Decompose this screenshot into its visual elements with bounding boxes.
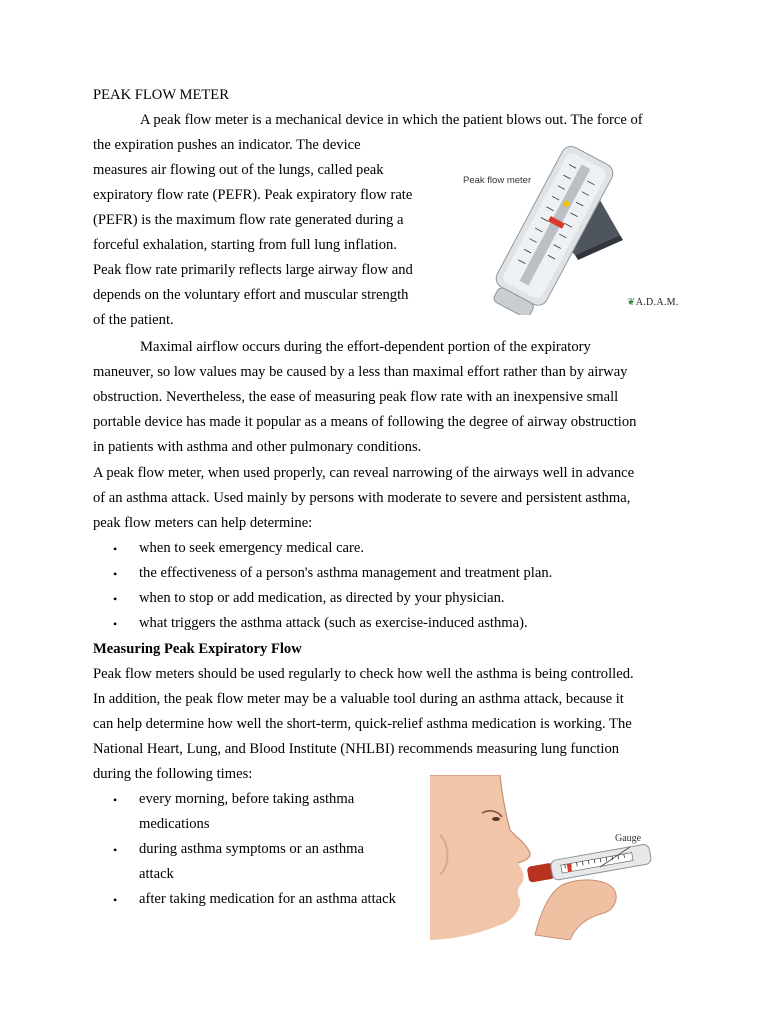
usage-line: of an asthma attack. Used mainly by persons with moderate to severe and persistent asthma, (93, 490, 631, 506)
patient-illustration (430, 775, 660, 940)
bullet-item-continued: medications (139, 816, 210, 832)
maximal-line: in patients with asthma and other pulmonary conditions. (93, 439, 422, 455)
bullet-icon: • (113, 793, 118, 807)
adam-credit (627, 297, 679, 308)
adam-leaf-icon: ❦ (627, 297, 636, 308)
bullet-item: when to stop or add medication, as directed by your physician. (139, 590, 505, 606)
usage-line: peak flow meters can help determine: (93, 515, 313, 531)
intro-line: measures air flowing out of the lungs, called peak (93, 162, 384, 178)
document-title: PEAK FLOW METER (93, 87, 229, 103)
bullet-icon: • (113, 542, 118, 556)
intro-line: forceful exhalation, starting from full lung inflation. (93, 237, 397, 253)
peak-flow-meter-illustration (455, 140, 680, 315)
bullet-item: every morning, before taking asthma (139, 791, 355, 807)
intro-line: (PEFR) is the maximum flow rate generated during a (93, 212, 404, 228)
bullet-item: the effectiveness of a person's asthma management and treatment plan. (139, 565, 553, 581)
gauge-label: Gauge (615, 833, 642, 844)
intro-line: A peak flow meter is a mechanical device in which the patient blows out. The force of (140, 112, 643, 128)
intro-line: depends on the voluntary effort and muscular strength (93, 287, 409, 303)
bullet-item: during asthma symptoms or an asthma (139, 841, 364, 857)
usage-line: A peak flow meter, when used properly, can reveal narrowing of the airways well in advance (93, 465, 635, 481)
intro-line: Peak flow rate primarily reflects large airway flow and (93, 262, 413, 278)
intro-line: of the patient. (93, 312, 174, 328)
measuring-line: during the following times: (93, 766, 253, 782)
bullet-item-continued: attack (139, 866, 174, 882)
maximal-line: obstruction. Nevertheless, the ease of measuring peak flow rate with an inexpensive small (93, 389, 619, 405)
measuring-line: National Heart, Lung, and Blood Institute (NHLBI) recommends measuring lung function (93, 741, 620, 757)
intro-line: expiratory flow rate (PEFR). Peak expiratory flow rate (93, 187, 413, 203)
adam-credit-text: A.D.A.M. (635, 297, 679, 308)
section-heading: Measuring Peak Expiratory Flow (93, 641, 302, 657)
bullet-icon: • (113, 893, 118, 907)
figure-label: Peak flow meter (463, 175, 532, 186)
measuring-line: can help determine how well the short-term, quick-relief asthma medication is working. The (93, 716, 632, 732)
bullet-icon: • (113, 567, 118, 581)
bullet-item: after taking medication for an asthma attack (139, 891, 396, 907)
peak-flow-meter-figure (455, 140, 680, 315)
maximal-line: portable device has made it popular as a means of following the degree of airway obstruction (93, 414, 637, 430)
intro-line: the expiration pushes an indicator. The device (93, 137, 361, 153)
measuring-line: Peak flow meters should be used regularly to check how well the asthma is being controlled. (93, 666, 634, 682)
maximal-line: Maximal airflow occurs during the effort-dependent portion of the expiratory (140, 339, 591, 355)
maximal-line: maneuver, so low values may be caused by a less than maximal effort rather than by airway (93, 364, 628, 380)
measuring-line: In addition, the peak flow meter may be a valuable tool during an asthma attack, because it (93, 691, 624, 707)
bullet-item: what triggers the asthma attack (such as exercise-induced asthma). (139, 615, 528, 631)
bullet-icon: • (113, 592, 118, 606)
bullet-icon: • (113, 617, 118, 631)
bullet-item: when to seek emergency medical care. (139, 540, 365, 556)
bullet-icon: • (113, 843, 118, 857)
patient-figure (430, 775, 660, 940)
